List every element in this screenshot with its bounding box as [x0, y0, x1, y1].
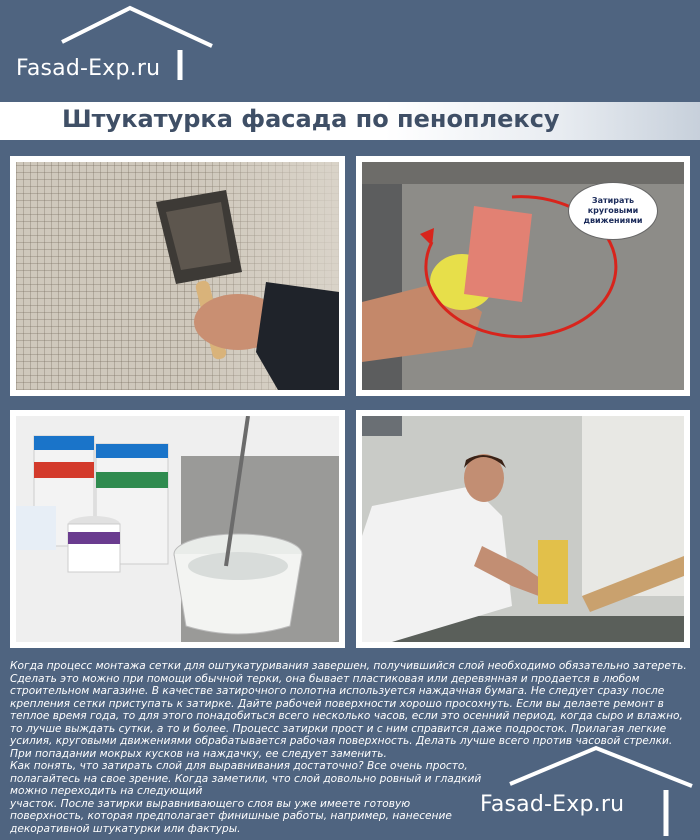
logo-text: Fasad-Exp.ru	[480, 792, 625, 817]
house-roof-icon	[470, 740, 700, 840]
paragraph-2b: участок. После затирки выравнивающего слоя вы уже имеете готовую поверхность, которая предполагает финишные работы, например, нанесение декоративной штукатурки или фактуры.	[10, 797, 452, 835]
page-title: Штукатурка фасада по пеноплексу	[62, 105, 560, 133]
title-bar	[0, 102, 700, 140]
bubble-hint: Затирать круговыми движениями	[568, 182, 658, 240]
paragraph-1: Когда процесс монтажа сетки для оштукатуривания завершен, получившийся слой необходимо обязательно затереть. Сделать это можно при помощи обычной терки, она бывает пластиковая или деревянная и продается в любом строительном магазине. В качестве затирочного полотна используется наждачная бумага. Не следует сразу после крепления сетки приступать к затирке. Дайте рабочей поверхности хорошо просохнуть. Если вы делаете ремонт в теплое время года, то для этого понадобиться всего несколько часов, если это осенний период, когда сыро и влажно, то лучше выждать сутки, а то и более. Процесс затирки прост и с ним справится даже подросток. Прилагая легкие усилия, круговыми движениями обрабатывается рабочая поверхность. Делать лучше всего против часовой стрелки. При попадании мокрых кусков на наждачку, ее следует заменить.	[10, 660, 687, 760]
photo-grout-circular	[356, 156, 690, 396]
site-logo-bottom[interactable]	[470, 740, 700, 840]
photo-mesh-spatula	[10, 156, 345, 396]
photo-knauf-mix	[10, 410, 345, 648]
paragraph-2a: Как понять, что затирать слой для выравнивания достаточно? Все очень просто, полагайтесь на свое зрение. Когда заметили, что слой довольно ровный и гладкий можно переходить на следующий	[10, 760, 482, 797]
photo-worker-grouting	[356, 410, 690, 648]
logo-text: Fasad-Exp.ru	[16, 56, 161, 81]
site-logo[interactable]	[0, 0, 230, 92]
